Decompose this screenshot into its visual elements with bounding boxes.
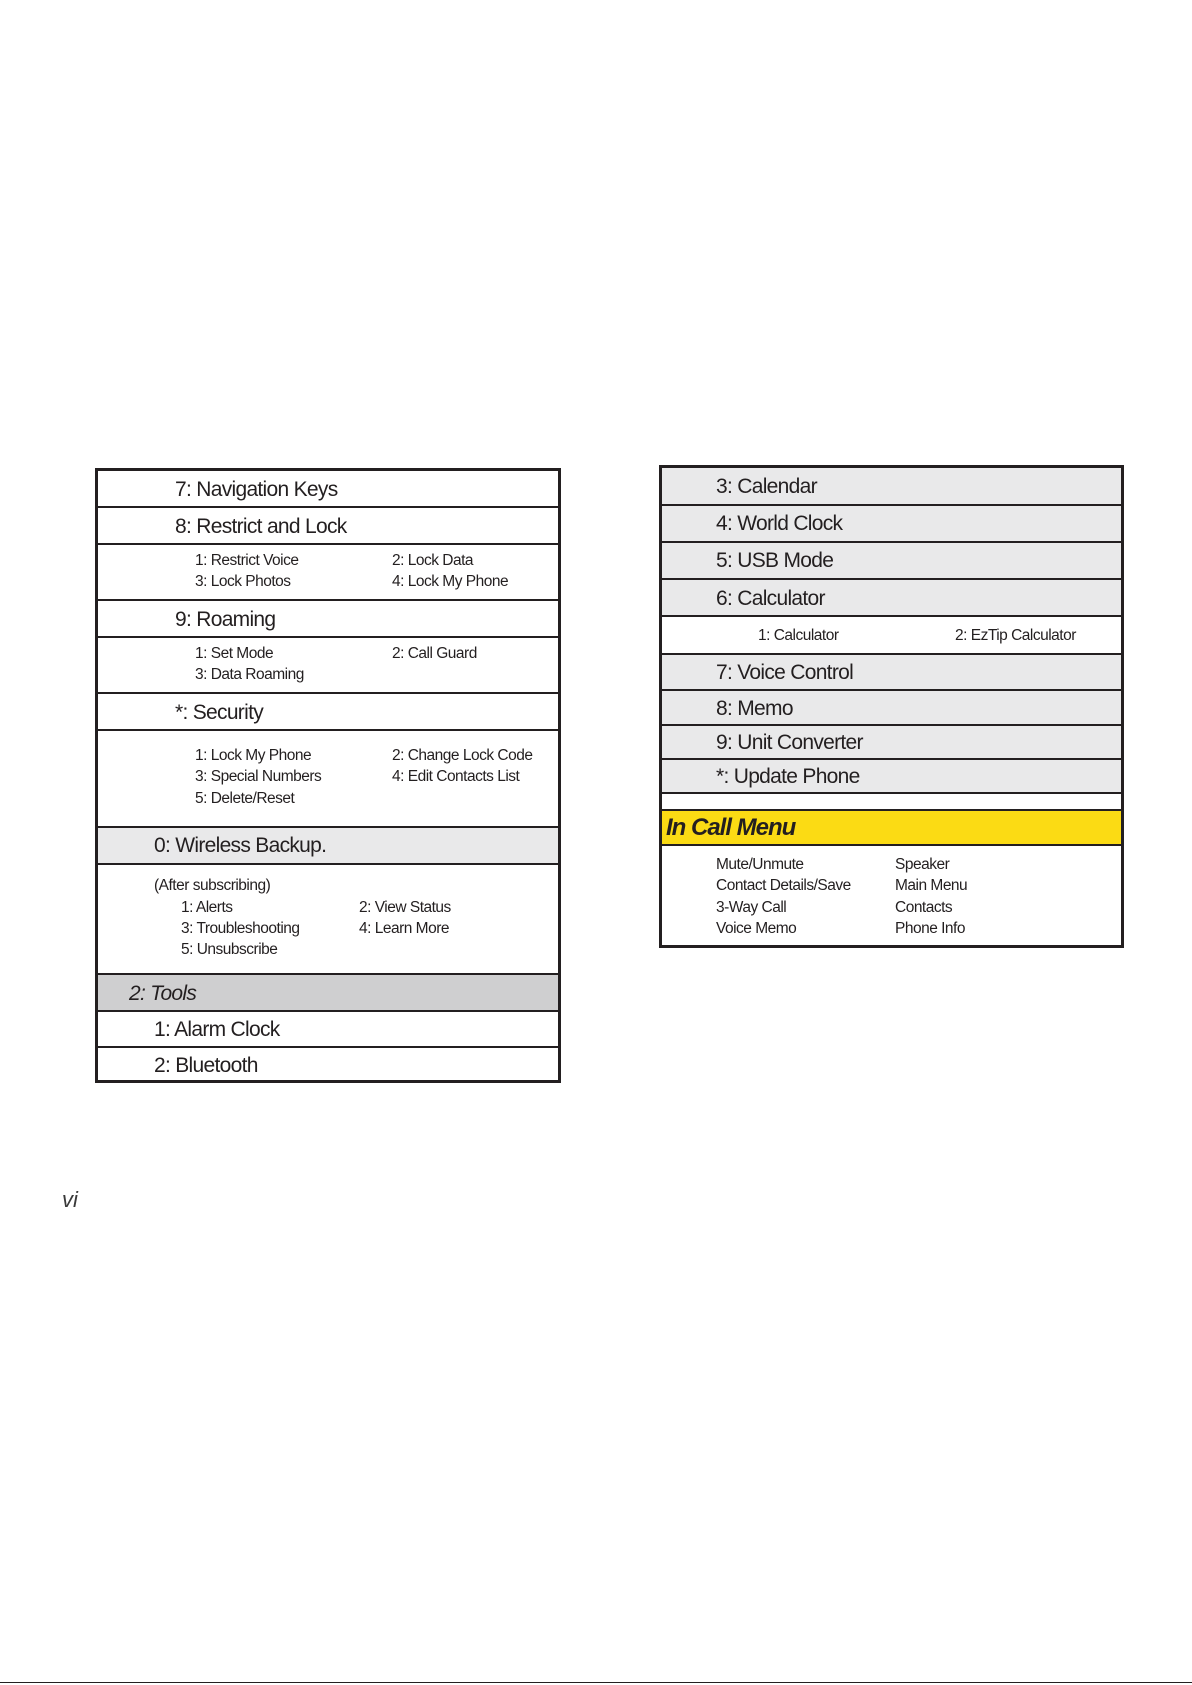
submenu-in-call	[662, 846, 1121, 945]
submenu-item: Speaker	[895, 856, 950, 873]
submenu-item: 4: Learn More	[359, 920, 449, 937]
submenu-item: Mute/Unmute	[716, 856, 804, 873]
menu-item-label: 6: Calculator	[716, 587, 825, 610]
submenu-item: Contacts	[895, 899, 953, 916]
menu-section-in-call	[662, 811, 1121, 846]
menu-row-calendar	[662, 468, 1121, 506]
submenu-item: Phone Info	[895, 920, 965, 937]
submenu-item: 1: Restrict Voice	[195, 552, 299, 569]
submenu-item: 4: Lock My Phone	[392, 573, 509, 590]
menu-row-voice-control	[662, 655, 1121, 691]
menu-item-label: 7: Navigation Keys	[175, 478, 338, 501]
submenu-item: 2: Lock Data	[392, 552, 474, 569]
submenu-item: 1: Calculator	[758, 627, 839, 644]
submenu-item: Voice Memo	[716, 920, 797, 937]
menu-row-wireless-backup	[98, 828, 558, 865]
submenu-item: 2: Change Lock Code	[392, 747, 533, 764]
menu-item-label: 9: Roaming	[175, 608, 276, 631]
menu-item-label: 9: Unit Converter	[716, 731, 863, 754]
page-number: vi	[62, 1187, 78, 1212]
submenu-restrict-and-lock	[98, 545, 558, 601]
submenu-item: Contact Details/Save	[716, 877, 851, 894]
menu-item-label: 8: Memo	[716, 697, 793, 720]
menu-item-label: 0: Wireless Backup.	[154, 834, 327, 857]
menu-item-label: 7: Voice Control	[716, 661, 854, 684]
menu-row-roaming	[98, 601, 558, 638]
submenu-item: 3: Special Numbers	[195, 768, 322, 785]
menu-row-tools	[98, 975, 558, 1012]
submenu-item: 3: Troubleshooting	[181, 920, 300, 937]
menu-row-memo	[662, 691, 1121, 726]
submenu-roaming	[98, 638, 558, 694]
menu-row-bluetooth	[98, 1048, 558, 1080]
menu-row-usb-mode	[662, 543, 1121, 580]
menu-item-label: 1: Alarm Clock	[154, 1018, 280, 1041]
submenu-item: 2: Call Guard	[392, 645, 477, 662]
submenu-item: 4: Edit Contacts List	[392, 768, 520, 785]
menu-row-navigation-keys	[98, 471, 558, 508]
submenu-calculator	[662, 617, 1121, 655]
menu-item-label: 3: Calendar	[716, 475, 817, 498]
menu-item-label: *: Security	[175, 701, 263, 724]
submenu-item: 2: EzTip Calculator	[955, 627, 1076, 644]
submenu-item: 1: Set Mode	[195, 645, 274, 662]
submenu-item: 3-Way Call	[716, 899, 787, 916]
submenu-item: 1: Lock My Phone	[195, 747, 312, 764]
menu-panel-right	[659, 465, 1124, 948]
menu-item-label: 5: USB Mode	[716, 549, 834, 572]
submenu-item: 3: Data Roaming	[195, 666, 304, 683]
menu-row-calculator	[662, 580, 1121, 617]
menu-spacer-row	[662, 794, 1121, 811]
menu-section-label: 2: Tools	[129, 982, 197, 1005]
menu-row-alarm-clock	[98, 1012, 558, 1048]
submenu-item: 3: Lock Photos	[195, 573, 291, 590]
submenu-item: 5: Delete/Reset	[195, 790, 295, 807]
menu-item-label: 8: Restrict and Lock	[175, 515, 347, 538]
menu-row-security	[98, 694, 558, 731]
submenu-item: Main Menu	[895, 877, 968, 894]
submenu-item: 5: Unsubscribe	[181, 941, 278, 958]
menu-row-unit-converter	[662, 726, 1121, 760]
page-bottom-rule	[0, 1682, 1192, 1683]
submenu-security	[98, 731, 558, 828]
menu-item-label: *: Update Phone	[716, 765, 860, 788]
menu-item-label: 2: Bluetooth	[154, 1054, 258, 1077]
submenu-item: 1: Alerts	[181, 899, 233, 916]
submenu-wireless-backup	[98, 865, 558, 975]
menu-row-update-phone	[662, 760, 1121, 794]
section-title: In Call Menu	[666, 814, 796, 841]
menu-row-world-clock	[662, 506, 1121, 543]
submenu-note: (After subscribing)	[154, 877, 271, 894]
menu-panel-left	[95, 468, 561, 1083]
menu-row-restrict-and-lock	[98, 508, 558, 545]
menu-item-label: 4: World Clock	[716, 512, 843, 535]
submenu-item: 2: View Status	[359, 899, 451, 916]
